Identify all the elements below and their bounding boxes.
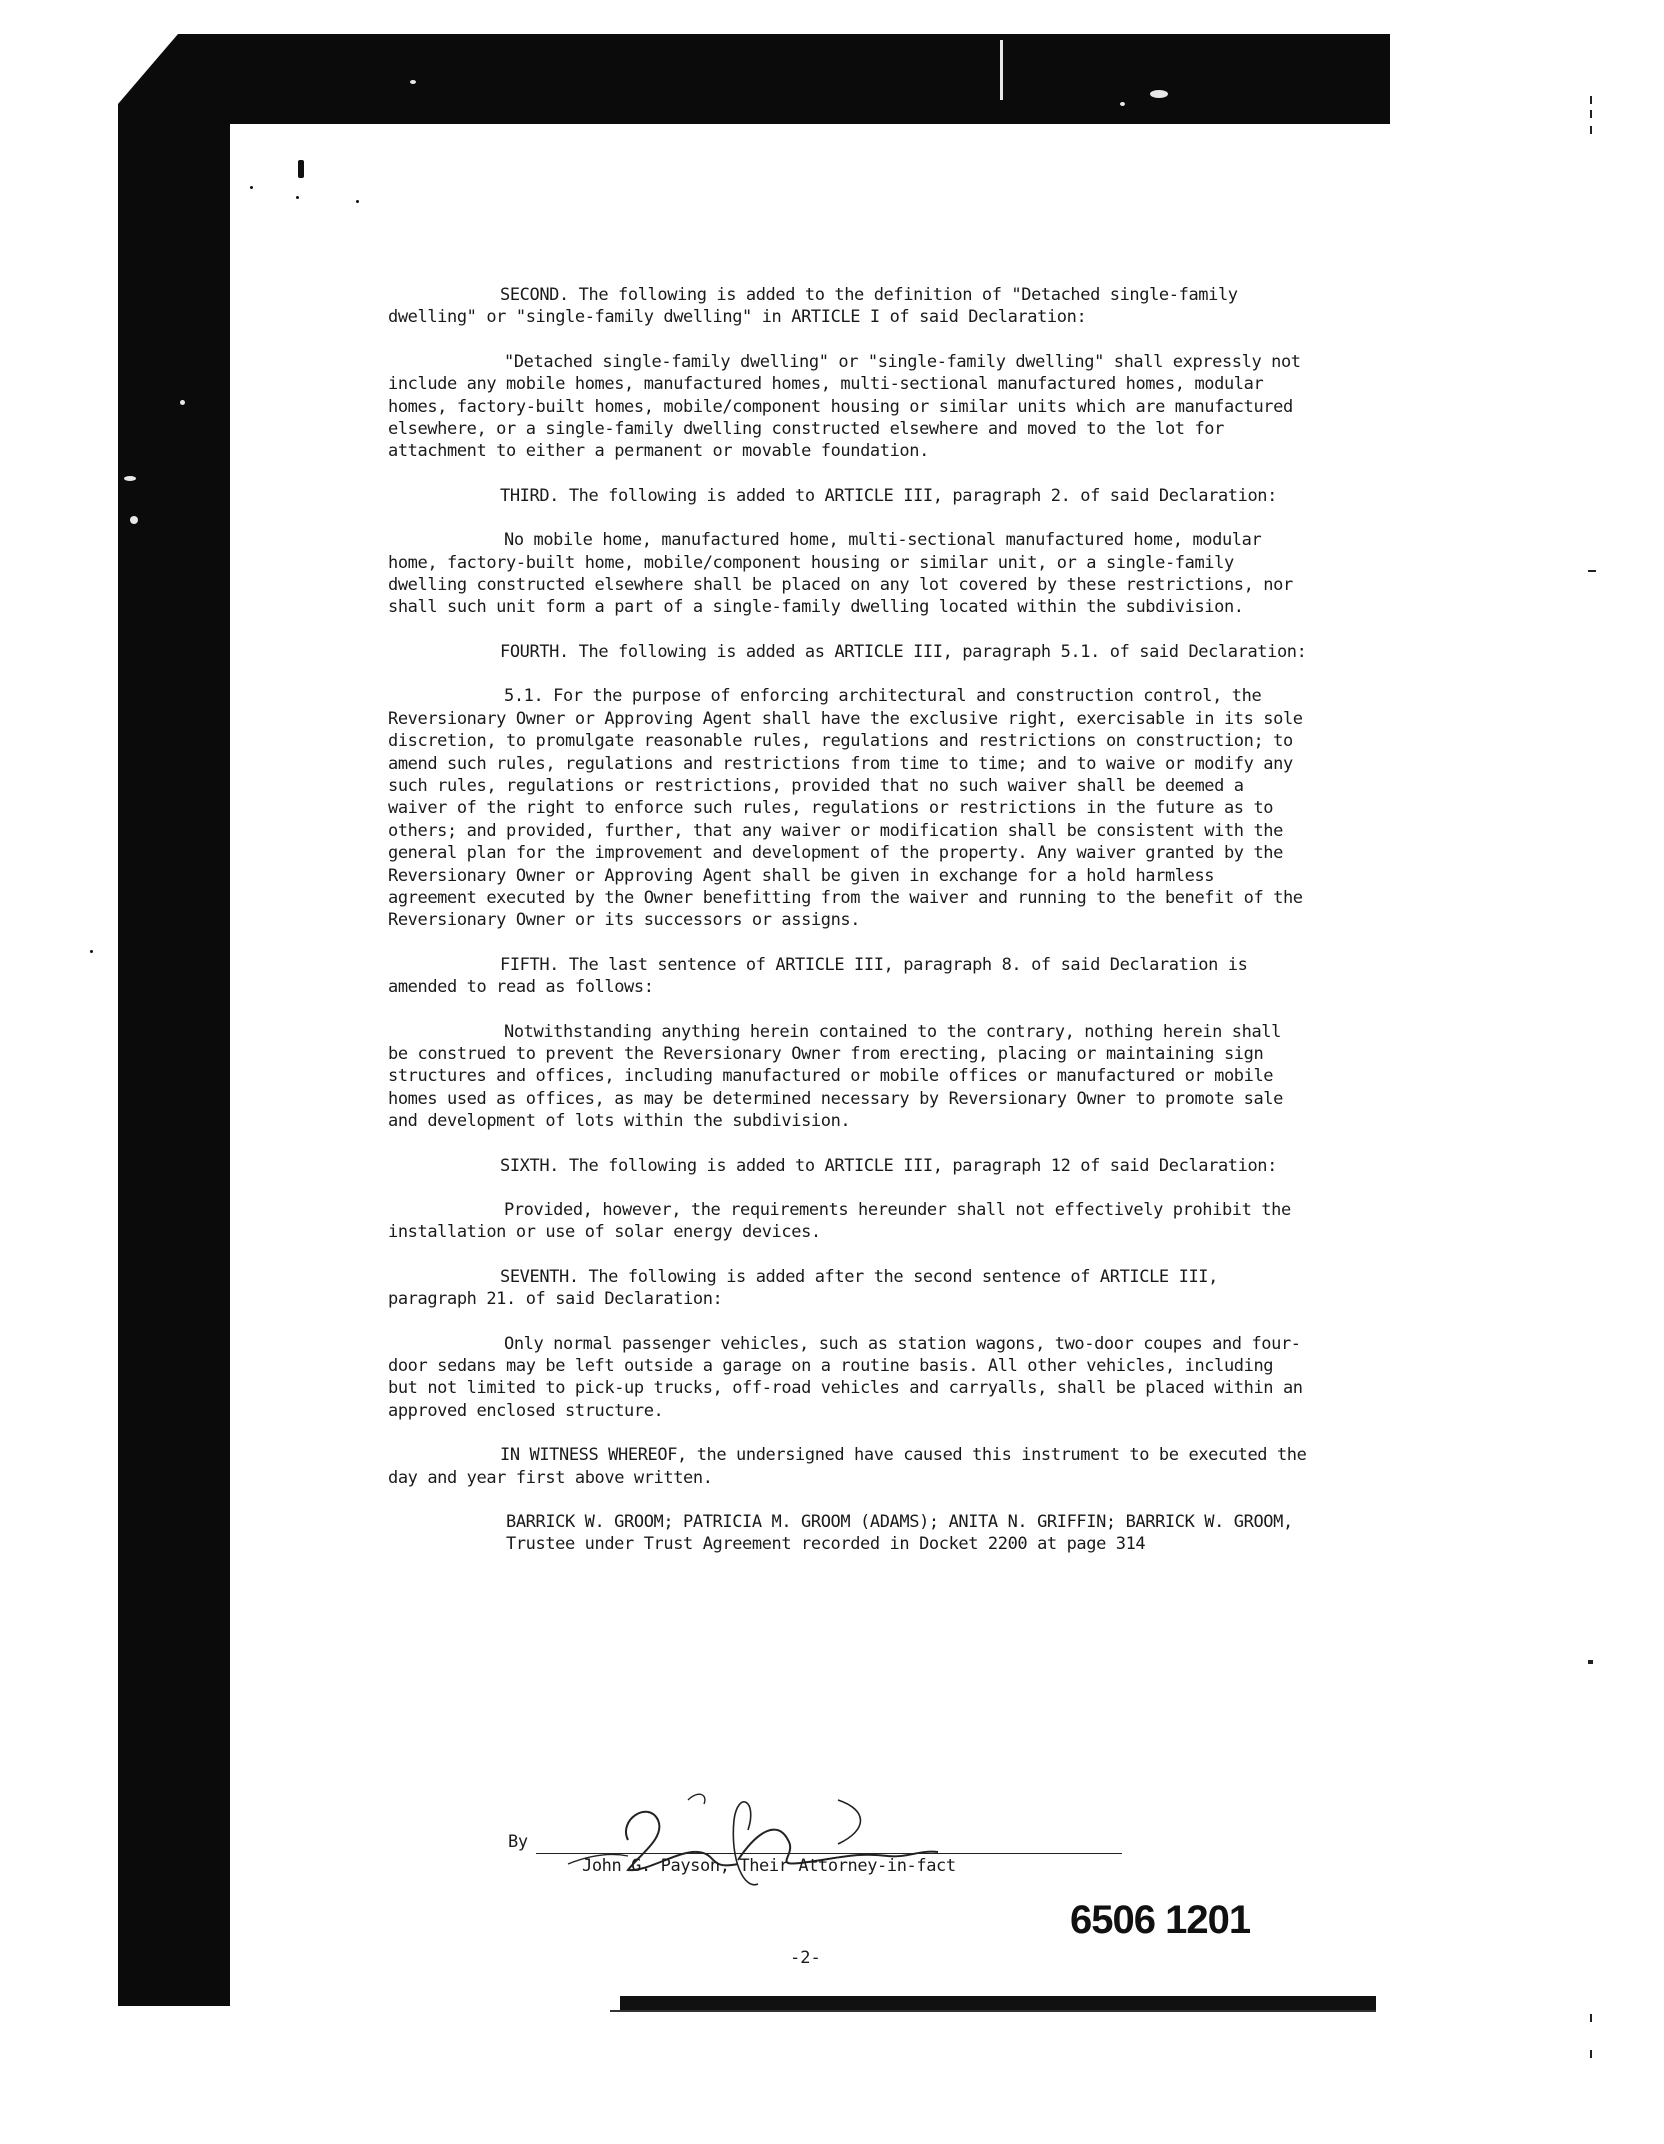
paragraph-third: THIRD. The following is added to ARTICLE III, paragraph 2. of said Declaration:: [500, 485, 1277, 506]
scan-border-bottom: [620, 1996, 1376, 2010]
scan-border-left: [118, 34, 230, 2006]
quote-second: "Detached single-family dwelling" or "single-family dwelling" shall expressly not include any mobile homes, manufactured homes, multi-sectional manufactured homes, modular homes, factory-built homes, mobile/component housing or similar units which are manufactured elsewhere, or a single-family dwelling constructed elsewhere and moved to the lot for attachment to either a permanent or movable foundation.: [388, 351, 1301, 462]
scan-speck: [410, 80, 416, 84]
quote-fifth: Notwithstanding anything herein contained to the contrary, nothing herein shall be construed to prevent the Reversionary Owner from erecting, placing or maintaining sign structures and offices, including manufactured or mobile offices or manufactured or mobile homes used as offices, as may be determined necessary by Reversionary Owner to promote sale and development of lots within the subdivision.: [388, 1021, 1283, 1132]
paragraph-fourth: FOURTH. The following is added as ARTICLE III, paragraph 5.1. of said Declaration:: [500, 641, 1307, 662]
edge-mark: [1588, 1660, 1593, 1664]
signatories: BARRICK W. GROOM; PATRICIA M. GROOM (ADAMS); ANITA N. GRIFFIN; BARRICK W. GROOM, Trustee under Trust Agreement recorded in Docket 2200 at page 314: [506, 1512, 1293, 1555]
scan-speck: [90, 950, 93, 953]
by-label: By: [508, 1832, 528, 1852]
edge-mark: [1588, 570, 1596, 572]
edge-mark: [1590, 126, 1592, 134]
quote-seventh: Only normal passenger vehicles, such as station wagons, two-door coupes and four-door sedans may be left outside a garage on a routine basis. All other vehicles, including but not limited to pick-up trucks, off-road vehicles and carryalls, shall be placed within an approved enclosed structure.: [388, 1333, 1303, 1421]
quote-fourth: 5.1. For the purpose of enforcing architectural and construction control, the Reversionary Owner or Approving Agent shall have the exclusive right, exercisable in its sole discretion, to promulgate reasonable rules, regulations and restrictions on construction; to amend such rules, regulations and restrictions from time to time; and to waive or modify any such rules, regulations or restrictions, provided that no such waiver shall be deemed a waiver of the right to enforce such rules, regulations or restrictions in the future as to others; and provided, further, that any waiver or modification shall be consistent with the general plan for the improvement and development of the property. Any waiver granted by the Reversionary Owner or Approving Agent shall be given in exchange for a hold harmless agreement executed by the Owner benefitting from the waiver and running to the benefit of the Reversionary Owner or its successors or assigns.: [388, 686, 1303, 931]
document-body: [388, 284, 1308, 1578]
page-number: -2-: [790, 1948, 821, 1968]
paragraph-witness: IN WITNESS WHEREOF, the undersigned have caused this instrument to be executed the day and year first above written.: [388, 1445, 1307, 1488]
signature-rule: [536, 1853, 1122, 1854]
attorney-name: John G. Payson, Their Attorney-in-fact: [582, 1856, 956, 1876]
scan-border-top: [118, 34, 1390, 124]
handwritten-signature: [508, 1760, 1128, 1900]
paragraph-sixth: SIXTH. The following is added to ARTICLE III, paragraph 12 of said Declaration:: [500, 1155, 1277, 1176]
recording-number: 6506 1201: [1070, 1898, 1251, 1942]
paragraph-seventh: SEVENTH. The following is added after the second sentence of ARTICLE III, paragraph 21. of said Declaration:: [388, 1266, 1218, 1310]
paragraph-second: SECOND. The following is added to the definition of "Detached single-family dwelling" or "single-family dwelling" in ARTICLE I of said Declaration:: [388, 285, 1238, 328]
scan-speck: [298, 160, 304, 178]
scan-speck: [1000, 40, 1003, 100]
scan-speck: [1150, 90, 1168, 98]
quote-sixth: Provided, however, the requirements hereunder shall not effectively prohibit the installation or use of solar energy devices.: [388, 1200, 1291, 1243]
edge-mark: [1590, 110, 1592, 118]
scan-speck: [124, 476, 136, 481]
edge-mark: [1590, 96, 1592, 104]
scan-speck: [130, 516, 138, 524]
scan-line-bottom: [610, 2010, 1376, 2012]
edge-mark: [1590, 2050, 1592, 2058]
scan-speck: [356, 200, 359, 203]
quote-third: No mobile home, manufactured home, multi-sectional manufactured home, modular home, factory-built home, mobile/component housing or similar unit, or a single-family dwelling constructed elsewhere shall be placed on any lot covered by these restrictions, nor shall such unit form a part of a single-family dwelling located within the subdivision.: [388, 530, 1293, 618]
scan-speck: [250, 186, 253, 189]
paragraph-fifth: FIFTH. The last sentence of ARTICLE III, paragraph 8. of said Declaration is amended to read as follows:: [388, 954, 1248, 998]
scan-speck: [180, 400, 185, 405]
scan-speck: [296, 196, 299, 199]
scan-speck: [1120, 102, 1125, 106]
scan-corner: [118, 34, 178, 104]
edge-mark: [1590, 2014, 1592, 2022]
